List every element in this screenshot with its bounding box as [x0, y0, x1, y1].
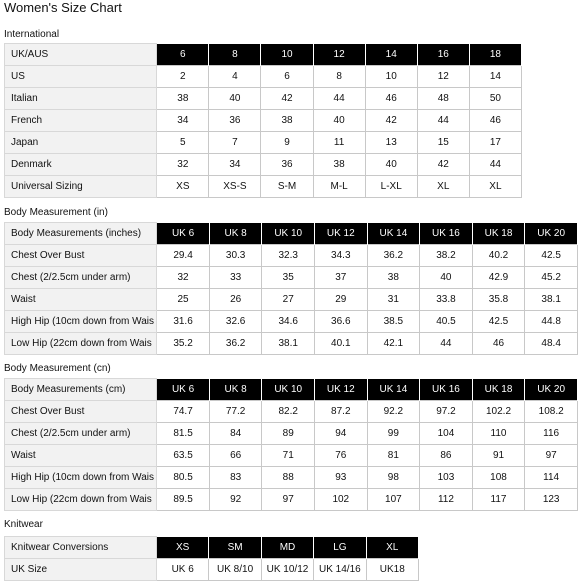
value-cell: 91 [472, 445, 525, 467]
value-cell: 9 [261, 132, 313, 154]
table-row [5, 489, 578, 511]
value-cell: 108.2 [525, 401, 578, 423]
size-header-cell: UK 6 [157, 379, 210, 401]
value-cell: 26 [209, 289, 262, 311]
row-label-cell: High Hip (10cm down from Wais [5, 467, 157, 489]
value-cell: XS [157, 176, 209, 198]
value-cell: 84 [209, 423, 262, 445]
value-cell: XL [469, 176, 521, 198]
value-cell: 46 [469, 110, 521, 132]
header-label-cell: Body Measurements (inches) [5, 223, 157, 245]
value-cell: L-XL [365, 176, 417, 198]
size-header-cell: UK 12 [315, 379, 368, 401]
size-header-cell: 18 [469, 44, 521, 66]
value-cell: 94 [315, 423, 368, 445]
value-cell: 83 [209, 467, 262, 489]
table-header-row [5, 223, 578, 245]
value-cell: 6 [261, 66, 313, 88]
value-cell: S-M [261, 176, 313, 198]
table-row [5, 423, 578, 445]
value-cell: UK18 [366, 559, 418, 581]
value-cell: 38.1 [525, 289, 578, 311]
value-cell: 4 [209, 66, 261, 88]
value-cell: 37 [315, 267, 368, 289]
value-cell: 36 [209, 110, 261, 132]
size-header-cell: 14 [365, 44, 417, 66]
value-cell: 107 [367, 489, 420, 511]
value-cell: 42 [261, 88, 313, 110]
value-cell: 82.2 [262, 401, 315, 423]
value-cell: 34.3 [315, 245, 368, 267]
table-row [5, 66, 522, 88]
value-cell: 35.8 [472, 289, 525, 311]
size-header-cell: UK 10 [262, 379, 315, 401]
value-cell: 117 [472, 489, 525, 511]
body-measurement-inches-table [4, 222, 578, 355]
row-label-cell: Denmark [5, 154, 157, 176]
section-title-body-cm: Body Measurement (cn) [4, 363, 111, 374]
table-row [5, 176, 522, 198]
value-cell: 32.3 [262, 245, 315, 267]
value-cell: XL [417, 176, 469, 198]
value-cell: 34 [209, 154, 261, 176]
value-cell: 30.3 [209, 245, 262, 267]
row-label-cell: Chest Over Bust [5, 401, 157, 423]
value-cell: 25 [157, 289, 210, 311]
value-cell: 46 [365, 88, 417, 110]
row-label-cell: Chest Over Bust [5, 245, 157, 267]
row-label-cell: Low Hip (22cm down from Wais [5, 333, 157, 355]
table-row [5, 154, 522, 176]
value-cell: 10 [365, 66, 417, 88]
size-header-cell: XS [157, 537, 209, 559]
value-cell: 71 [262, 445, 315, 467]
table-row [5, 267, 578, 289]
table-row [5, 245, 578, 267]
value-cell: 98 [367, 467, 420, 489]
value-cell: 7 [209, 132, 261, 154]
value-cell: 34.6 [262, 311, 315, 333]
size-header-cell: 8 [209, 44, 261, 66]
row-label-cell: High Hip (10cm down from Wais [5, 311, 157, 333]
size-header-cell: LG [314, 537, 366, 559]
value-cell: 33 [209, 267, 262, 289]
value-cell: 11 [313, 132, 365, 154]
value-cell: 80.5 [157, 467, 210, 489]
value-cell: 29.4 [157, 245, 210, 267]
row-label-cell: Italian [5, 88, 157, 110]
size-header-cell: 16 [417, 44, 469, 66]
table-row [5, 467, 578, 489]
value-cell: 8 [313, 66, 365, 88]
row-label-cell: Chest (2/2.5cm under arm) [5, 423, 157, 445]
size-header-cell: MD [261, 537, 313, 559]
value-cell: 15 [417, 132, 469, 154]
value-cell: UK 10/12 [261, 559, 313, 581]
value-cell: 110 [472, 423, 525, 445]
value-cell: 87.2 [315, 401, 368, 423]
table-header-row [5, 537, 419, 559]
value-cell: 112 [420, 489, 473, 511]
value-cell: 38.5 [367, 311, 420, 333]
size-header-cell: UK 20 [525, 379, 578, 401]
value-cell: 35.2 [157, 333, 210, 355]
section-title-body-in: Body Measurement (in) [4, 207, 108, 218]
table-row [5, 110, 522, 132]
value-cell: 42 [417, 154, 469, 176]
value-cell: 40 [420, 267, 473, 289]
value-cell: 92 [209, 489, 262, 511]
table-row [5, 88, 522, 110]
page-title: Women's Size Chart [4, 0, 122, 15]
value-cell: 36.6 [315, 311, 368, 333]
value-cell: UK 8/10 [209, 559, 261, 581]
value-cell: 29 [315, 289, 368, 311]
value-cell: 44 [469, 154, 521, 176]
value-cell: 77.2 [209, 401, 262, 423]
size-header-cell: UK 10 [262, 223, 315, 245]
value-cell: 13 [365, 132, 417, 154]
value-cell: 36.2 [367, 245, 420, 267]
table-row [5, 559, 419, 581]
size-header-cell: 12 [313, 44, 365, 66]
size-header-cell: UK 16 [420, 379, 473, 401]
value-cell: 31 [367, 289, 420, 311]
value-cell: 81 [367, 445, 420, 467]
section-title-knitwear: Knitwear [4, 519, 43, 530]
value-cell: 103 [420, 467, 473, 489]
size-header-cell: SM [209, 537, 261, 559]
value-cell: 45.2 [525, 267, 578, 289]
value-cell: 97.2 [420, 401, 473, 423]
value-cell: 97 [525, 445, 578, 467]
value-cell: 48.4 [525, 333, 578, 355]
value-cell: 42.5 [472, 311, 525, 333]
value-cell: 89.5 [157, 489, 210, 511]
value-cell: 102.2 [472, 401, 525, 423]
value-cell: 38 [261, 110, 313, 132]
value-cell: 63.5 [157, 445, 210, 467]
value-cell: 42.9 [472, 267, 525, 289]
value-cell: 44 [417, 110, 469, 132]
value-cell: 76 [315, 445, 368, 467]
value-cell: 104 [420, 423, 473, 445]
header-label-cell: Knitwear Conversions [5, 537, 157, 559]
value-cell: 35 [262, 267, 315, 289]
value-cell: UK 14/16 [314, 559, 366, 581]
size-header-cell: XL [366, 537, 418, 559]
table-row [5, 289, 578, 311]
value-cell: 40 [209, 88, 261, 110]
table-row [5, 333, 578, 355]
value-cell: 34 [157, 110, 209, 132]
size-header-cell: 10 [261, 44, 313, 66]
table-header-row [5, 379, 578, 401]
value-cell: 44 [420, 333, 473, 355]
value-cell: 99 [367, 423, 420, 445]
size-header-cell: UK 14 [367, 379, 420, 401]
size-header-cell: UK 8 [209, 223, 262, 245]
table-row [5, 445, 578, 467]
value-cell: 88 [262, 467, 315, 489]
value-cell: 50 [469, 88, 521, 110]
value-cell: 42.5 [525, 245, 578, 267]
value-cell: 5 [157, 132, 209, 154]
value-cell: 48 [417, 88, 469, 110]
size-header-cell: UK 6 [157, 223, 210, 245]
value-cell: 40 [313, 110, 365, 132]
value-cell: 102 [315, 489, 368, 511]
value-cell: 123 [525, 489, 578, 511]
size-header-cell: UK 18 [472, 223, 525, 245]
header-label-cell: UK/AUS [5, 44, 157, 66]
value-cell: 89 [262, 423, 315, 445]
row-label-cell: Universal Sizing [5, 176, 157, 198]
value-cell: 38 [313, 154, 365, 176]
value-cell: 114 [525, 467, 578, 489]
size-header-cell: 6 [157, 44, 209, 66]
value-cell: UK 6 [157, 559, 209, 581]
value-cell: 38 [157, 88, 209, 110]
value-cell: 17 [469, 132, 521, 154]
value-cell: 92.2 [367, 401, 420, 423]
value-cell: 44 [313, 88, 365, 110]
value-cell: 66 [209, 445, 262, 467]
size-header-cell: UK 20 [525, 223, 578, 245]
row-label-cell: Japan [5, 132, 157, 154]
value-cell: 27 [262, 289, 315, 311]
value-cell: 32.6 [209, 311, 262, 333]
international-size-table [4, 43, 522, 198]
size-header-cell: UK 8 [209, 379, 262, 401]
value-cell: 40.5 [420, 311, 473, 333]
value-cell: 38.2 [420, 245, 473, 267]
size-header-cell: UK 12 [315, 223, 368, 245]
row-label-cell: Chest (2/2.5cm under arm) [5, 267, 157, 289]
row-label-cell: French [5, 110, 157, 132]
value-cell: 116 [525, 423, 578, 445]
section-title-international: International [4, 29, 60, 40]
value-cell: 46 [472, 333, 525, 355]
row-label-cell: Low Hip (22cm down from Wais [5, 489, 157, 511]
value-cell: 12 [417, 66, 469, 88]
table-header-row [5, 44, 522, 66]
value-cell: 74.7 [157, 401, 210, 423]
value-cell: 42.1 [367, 333, 420, 355]
value-cell: 44.8 [525, 311, 578, 333]
body-measurement-cm-table [4, 378, 578, 511]
value-cell: 38 [367, 267, 420, 289]
value-cell: M-L [313, 176, 365, 198]
value-cell: 40.2 [472, 245, 525, 267]
table-row [5, 132, 522, 154]
table-row [5, 311, 578, 333]
knitwear-conversion-table [4, 536, 419, 581]
row-label-cell: UK Size [5, 559, 157, 581]
value-cell: 108 [472, 467, 525, 489]
value-cell: 42 [365, 110, 417, 132]
value-cell: 97 [262, 489, 315, 511]
row-label-cell: US [5, 66, 157, 88]
header-label-cell: Body Measurements (cm) [5, 379, 157, 401]
value-cell: 40 [365, 154, 417, 176]
value-cell: 2 [157, 66, 209, 88]
value-cell: 86 [420, 445, 473, 467]
size-header-cell: UK 14 [367, 223, 420, 245]
value-cell: XS-S [209, 176, 261, 198]
value-cell: 32 [157, 154, 209, 176]
value-cell: 31.6 [157, 311, 210, 333]
value-cell: 40.1 [315, 333, 368, 355]
row-label-cell: Waist [5, 289, 157, 311]
size-header-cell: UK 16 [420, 223, 473, 245]
table-row [5, 401, 578, 423]
value-cell: 36 [261, 154, 313, 176]
row-label-cell: Waist [5, 445, 157, 467]
size-header-cell: UK 18 [472, 379, 525, 401]
value-cell: 36.2 [209, 333, 262, 355]
value-cell: 33.8 [420, 289, 473, 311]
value-cell: 14 [469, 66, 521, 88]
value-cell: 32 [157, 267, 210, 289]
value-cell: 93 [315, 467, 368, 489]
value-cell: 38.1 [262, 333, 315, 355]
value-cell: 81.5 [157, 423, 210, 445]
